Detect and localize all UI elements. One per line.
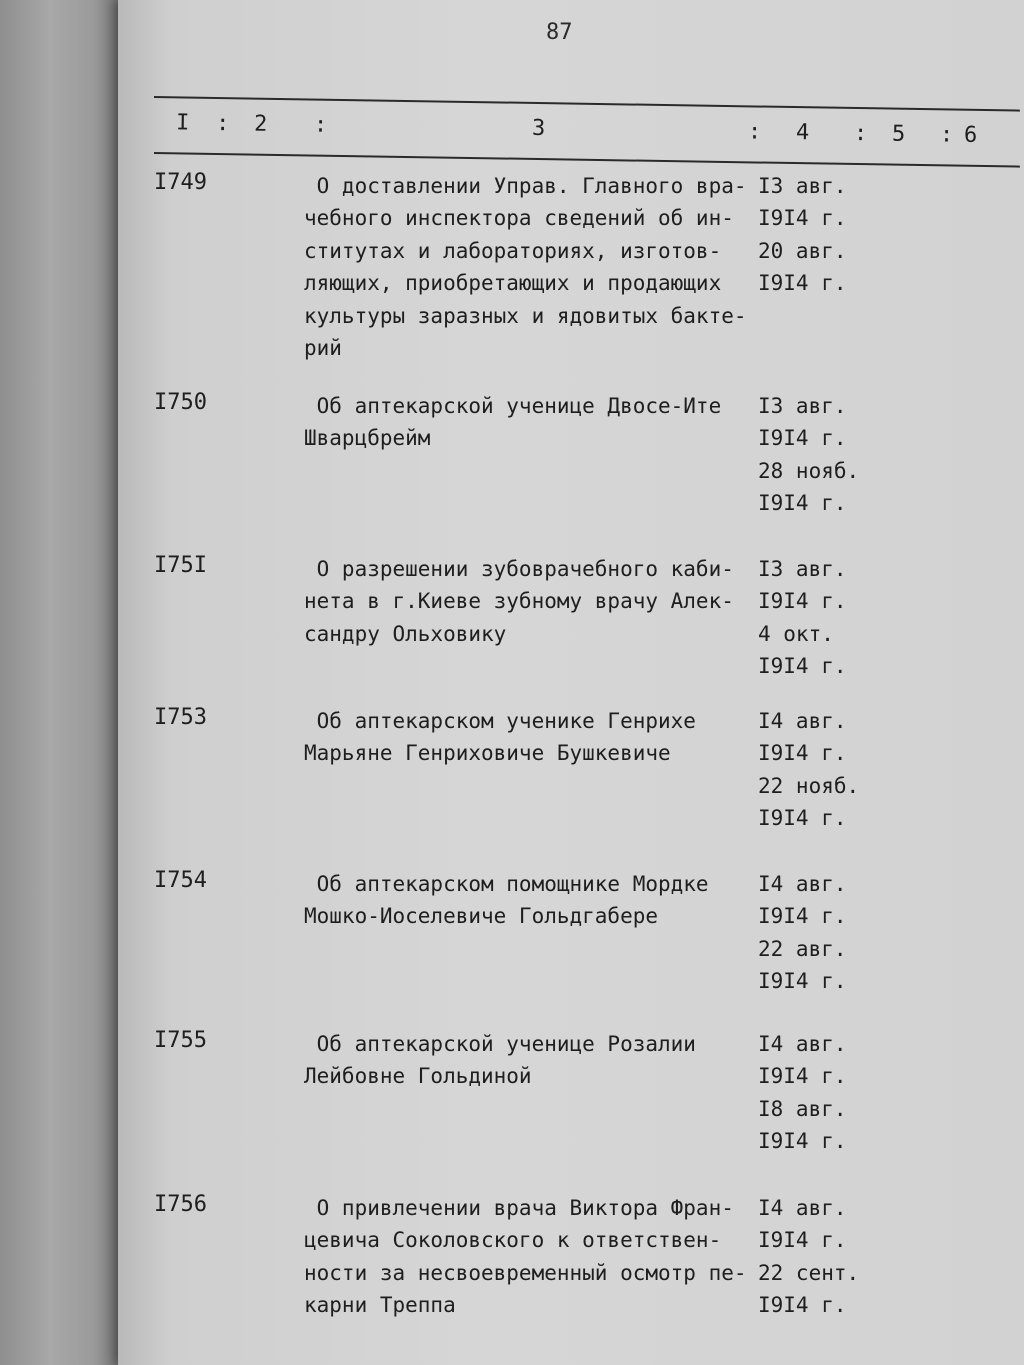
- description-line: Шварцбрейм: [304, 426, 431, 451]
- record-description: [304, 1028, 764, 1093]
- description-line: Лейбовне Гольдиной: [304, 1064, 532, 1089]
- description-line: Об аптекарском ученике Генрихе: [304, 709, 696, 733]
- header-separator: :: [853, 120, 868, 147]
- description-line: карни Треппа: [304, 1293, 456, 1318]
- description-line: чебного инспектора сведений об ин-: [304, 206, 734, 231]
- description-line: Мошко-Иоселевиче Гольдгабере: [304, 904, 659, 929]
- date-line: I9I4 г.: [758, 1293, 847, 1318]
- record-dates: [758, 390, 878, 520]
- header-separator: :: [215, 110, 230, 137]
- date-line: I9I4 г.: [758, 1228, 847, 1253]
- date-line: I9I4 г.: [758, 271, 847, 296]
- record-description: [304, 390, 764, 455]
- date-line: I3 авг.: [758, 394, 847, 418]
- page-number: 87: [546, 20, 573, 45]
- header-col-1: I: [175, 110, 190, 136]
- description-line: рий: [304, 336, 342, 361]
- header-col-2: 2: [253, 111, 268, 137]
- date-line: 4 окт.: [758, 621, 834, 646]
- record-number: I756: [154, 1192, 207, 1217]
- description-line: цевича Соколовского к ответствен-: [304, 1228, 722, 1253]
- header-separator: :: [747, 119, 762, 145]
- description-line: сандру Ольховику: [304, 621, 507, 646]
- header-col-5: 5: [891, 121, 906, 147]
- date-line: 20 авг.: [758, 238, 847, 263]
- document-page: [118, 0, 1024, 1365]
- header-col-4: 4: [795, 120, 810, 146]
- date-line: I4 авг.: [758, 709, 847, 733]
- date-line: I9I4 г.: [758, 806, 847, 831]
- record-number: I750: [154, 390, 207, 415]
- record-dates: [758, 170, 878, 300]
- header-separator: :: [313, 112, 328, 138]
- date-line: I4 авг.: [758, 1032, 847, 1056]
- record-description: [304, 170, 764, 364]
- description-line: культуры заразных и ядовитых бакте-: [304, 303, 747, 328]
- record-dates: [758, 705, 878, 835]
- date-line: I9I4 г.: [758, 1064, 847, 1089]
- record-description: [304, 553, 764, 650]
- date-line: I9I4 г.: [758, 1129, 847, 1154]
- description-line: ляющих, приобретающих и продающих: [304, 271, 722, 296]
- date-line: I9I4 г.: [758, 491, 847, 516]
- facing-page-edge: [0, 0, 125, 1365]
- date-line: I9I4 г.: [758, 426, 847, 451]
- record-dates: [758, 553, 878, 683]
- description-line: Об аптекарской ученице Двосе-Ите: [304, 394, 722, 418]
- description-line: Об аптекарском помощнике Мордке: [304, 872, 709, 896]
- header-separator: :: [939, 122, 954, 148]
- record-number: I753: [154, 705, 207, 730]
- date-line: I9I4 г.: [758, 654, 847, 679]
- date-line: I9I4 г.: [758, 589, 847, 614]
- date-line: I9I4 г.: [758, 741, 847, 766]
- record-number: I749: [154, 170, 207, 195]
- description-line: О разрешении зубоврачебного каби-: [304, 557, 734, 581]
- description-line: Об аптекарской ученице Розалии: [304, 1032, 696, 1056]
- date-line: 28 нояб.: [758, 458, 860, 483]
- record-number: I75I: [154, 553, 207, 578]
- records-table: [118, 0, 1024, 1365]
- date-line: I4 авг.: [758, 872, 847, 896]
- description-line: ститутах и лабораториях, изготов-: [304, 238, 722, 263]
- record-description: [304, 1192, 764, 1322]
- date-line: 22 сент.: [758, 1260, 860, 1285]
- date-line: 22 нояб.: [758, 773, 860, 798]
- record-dates: [758, 868, 878, 998]
- date-line: I9I4 г.: [758, 206, 847, 231]
- record-description: [304, 705, 764, 770]
- record-dates: [758, 1192, 878, 1322]
- record-dates: [758, 1028, 878, 1158]
- date-line: I9I4 г.: [758, 904, 847, 929]
- description-line: нета в г.Киеве зубному врачу Алек-: [304, 589, 734, 614]
- description-line: О привлечении врача Виктора Фран-: [304, 1196, 734, 1220]
- date-line: I3 авг.: [758, 557, 847, 581]
- date-line: 22 авг.: [758, 936, 847, 961]
- date-line: I3 авг.: [758, 174, 847, 198]
- header-col-3: 3: [531, 115, 546, 142]
- date-line: I9I4 г.: [758, 969, 847, 994]
- description-line: ности за несвоевременный осмотр пе-: [304, 1260, 747, 1285]
- date-line: I4 авг.: [758, 1196, 847, 1220]
- record-description: [304, 868, 764, 933]
- description-line: О доставлении Управ. Главного вра-: [304, 174, 747, 198]
- description-line: Марьяне Генриховиче Бушкевиче: [304, 741, 671, 766]
- date-line: I8 авг.: [758, 1096, 847, 1121]
- record-number: I754: [154, 868, 207, 893]
- record-number: I755: [154, 1028, 207, 1053]
- header-col-6: 6: [963, 122, 978, 148]
